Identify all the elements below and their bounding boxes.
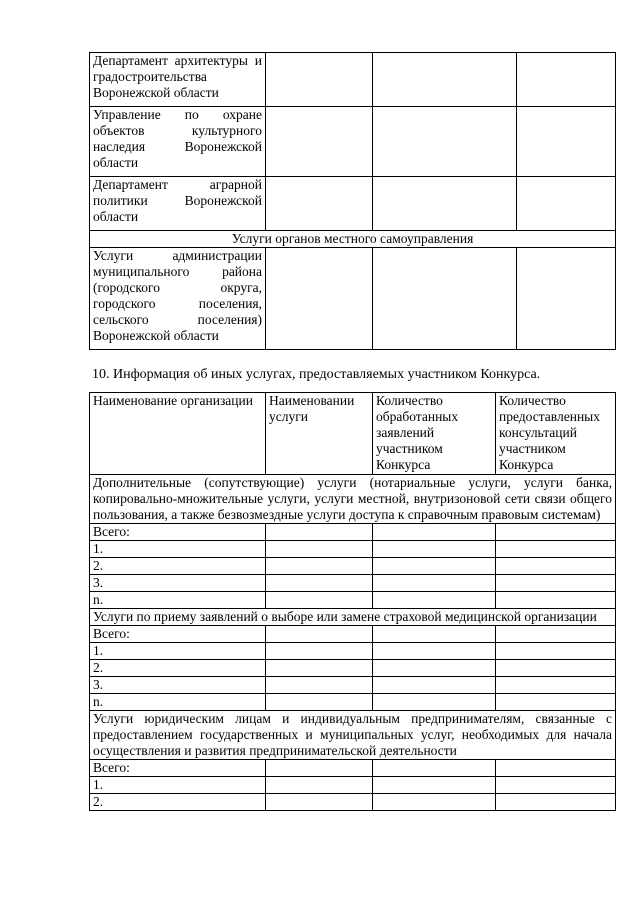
empty-cell	[496, 660, 616, 677]
row-label: 2.	[90, 794, 266, 811]
table-row	[90, 524, 616, 541]
empty-cell	[496, 541, 616, 558]
table-row	[90, 541, 616, 558]
empty-cell	[496, 592, 616, 609]
row-label: 2.	[90, 660, 266, 677]
empty-cell	[266, 777, 373, 794]
header-row	[90, 393, 616, 475]
empty-cell	[517, 53, 616, 107]
row-label: Всего:	[90, 524, 266, 541]
row-label: 3.	[90, 575, 266, 592]
empty-cell	[373, 107, 517, 177]
empty-cell	[266, 575, 373, 592]
row-label: 1.	[90, 777, 266, 794]
table-row	[90, 794, 616, 811]
empty-cell	[373, 524, 496, 541]
org-name-cell: Департамент архитектуры и градостроительства Воронежской области	[90, 53, 266, 107]
empty-cell	[266, 626, 373, 643]
empty-cell	[266, 558, 373, 575]
empty-cell	[266, 248, 373, 350]
empty-cell	[517, 177, 616, 231]
empty-cell	[496, 643, 616, 660]
section-title: Услуги юридическим лицам и индивидуальным предпринимателям, связанные с предоставлением государственных и муниципальных услуг, необходимых для начала осуществления и развития предпринимательской деятельности	[90, 711, 616, 760]
empty-cell	[517, 248, 616, 350]
empty-cell	[373, 677, 496, 694]
empty-cell	[496, 626, 616, 643]
org-name-cell: Департамент аграрной политики Воронежской области	[90, 177, 266, 231]
empty-cell	[373, 777, 496, 794]
row-label: n.	[90, 592, 266, 609]
empty-cell	[373, 541, 496, 558]
section-10-heading: 10. Информация об иных услугах, предоставляемых участником Конкурса.	[92, 367, 541, 382]
row-label: 1.	[90, 643, 266, 660]
section-title: Услуги по приему заявлений о выборе или замене страховой медицинской организации	[90, 609, 616, 626]
empty-cell	[373, 660, 496, 677]
empty-cell	[517, 107, 616, 177]
empty-cell	[373, 558, 496, 575]
table-row	[90, 248, 616, 350]
table-row	[90, 694, 616, 711]
org-name-cell: Управление по охране объектов культурного наследия Воронежской области	[90, 107, 266, 177]
services-table-top	[89, 52, 616, 350]
table-row	[90, 677, 616, 694]
empty-cell	[496, 677, 616, 694]
row-label: 2.	[90, 558, 266, 575]
empty-cell	[496, 794, 616, 811]
empty-cell	[266, 677, 373, 694]
empty-cell	[266, 53, 373, 107]
column-header: Количество предоставленных консультаций участником Конкурса	[496, 393, 616, 475]
row-label: 1.	[90, 541, 266, 558]
empty-cell	[373, 53, 517, 107]
section-title-row	[90, 475, 616, 524]
empty-cell	[496, 694, 616, 711]
empty-cell	[373, 694, 496, 711]
section-title: Дополнительные (сопутствующие) услуги (нотариальные услуги, услуги банка, копировально-множительные услуги, услуги местной, внутризоновой сети связи общего пользования, а также безвозмездные услуги доступа к справочным правовым системам)	[90, 475, 616, 524]
empty-cell	[266, 541, 373, 558]
table-row	[90, 575, 616, 592]
empty-cell	[373, 575, 496, 592]
empty-cell	[266, 660, 373, 677]
empty-cell	[266, 760, 373, 777]
section-header-row	[90, 231, 616, 248]
empty-cell	[373, 592, 496, 609]
empty-cell	[266, 177, 373, 231]
row-label: 3.	[90, 677, 266, 694]
empty-cell	[496, 777, 616, 794]
table-row	[90, 626, 616, 643]
org-name-cell: Услуги администрации муниципального района (городского округа, городского поселения, сельского поселения) Воронежской области	[90, 248, 266, 350]
other-services-table	[89, 392, 616, 811]
table-row	[90, 777, 616, 794]
empty-cell	[266, 794, 373, 811]
table-row	[90, 760, 616, 777]
section-title-row	[90, 609, 616, 626]
row-label: Всего:	[90, 760, 266, 777]
empty-cell	[373, 643, 496, 660]
table-row	[90, 53, 616, 107]
empty-cell	[496, 558, 616, 575]
column-header: Наименовании услуги	[266, 393, 373, 475]
empty-cell	[373, 177, 517, 231]
empty-cell	[496, 524, 616, 541]
table-row	[90, 592, 616, 609]
empty-cell	[373, 626, 496, 643]
empty-cell	[373, 248, 517, 350]
table-row	[90, 558, 616, 575]
empty-cell	[266, 694, 373, 711]
row-label: n.	[90, 694, 266, 711]
column-header: Наименование организации	[90, 393, 266, 475]
empty-cell	[496, 760, 616, 777]
section-title-row	[90, 711, 616, 760]
empty-cell	[373, 794, 496, 811]
empty-cell	[373, 760, 496, 777]
column-header: Количество обработанных заявлений участником Конкурса	[373, 393, 496, 475]
empty-cell	[266, 524, 373, 541]
table-row	[90, 177, 616, 231]
row-label: Всего:	[90, 626, 266, 643]
table-row	[90, 107, 616, 177]
empty-cell	[266, 107, 373, 177]
empty-cell	[266, 592, 373, 609]
empty-cell	[266, 643, 373, 660]
empty-cell	[496, 575, 616, 592]
section-header: Услуги органов местного самоуправления	[90, 231, 616, 248]
table-row	[90, 660, 616, 677]
table-row	[90, 643, 616, 660]
